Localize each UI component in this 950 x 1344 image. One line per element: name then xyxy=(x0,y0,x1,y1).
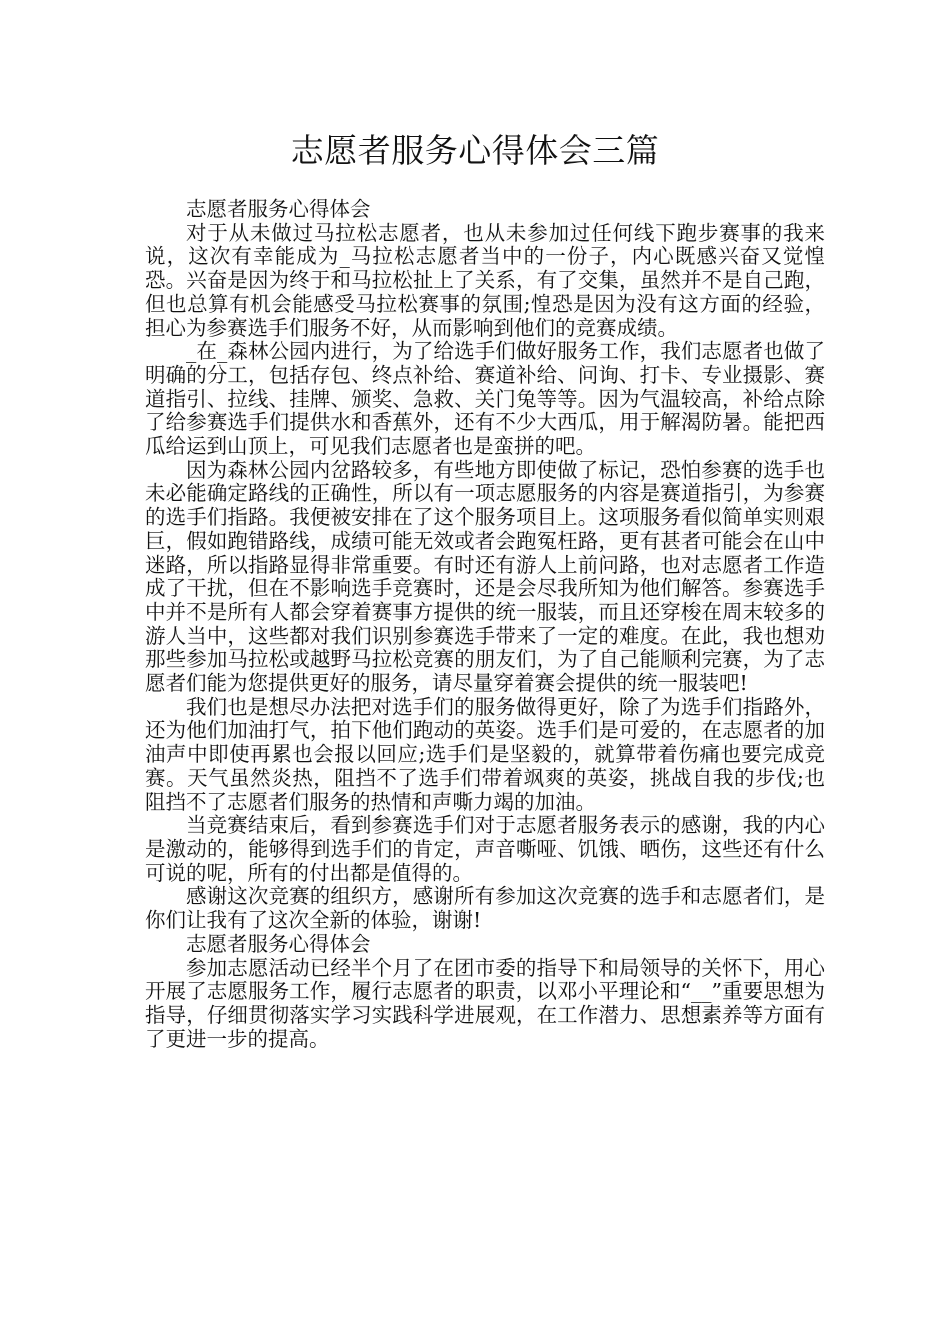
body-paragraph: 当竞赛结束后，看到参赛选手们对于志愿者服务表示的感谢，我的内心是激动的，能够得到选手们的肯定，声音嘶哑、饥饿、晒伤，这些还有什么可说的呢，所有的付出都是值得的。 xyxy=(145,813,825,885)
body-paragraph: 感谢这次竞赛的组织方，感谢所有参加这次竞赛的选手和志愿者们，是你们让我有了这次全新的体验，谢谢! xyxy=(145,884,825,933)
document-body xyxy=(145,198,825,1051)
body-paragraph: _在_森林公园内进行，为了给选手们做好服务工作，我们志愿者也做了明确的分工，包括存包、终点补给、赛道补给、问询、打卡、专业摄影、赛道指引、拉线、挂牌、颁奖、急救、关门兔等等。因为气温较高，补给点除了给参赛选手们提供水和香蕉外，还有不少大西瓜，用于解渴防暑。能把西瓜给运到山顶上，可见我们志愿者也是蛮拼的吧。 xyxy=(145,339,825,459)
document-title: 志愿者服务心得体会三篇 xyxy=(290,131,660,170)
body-paragraph: 参加志愿活动已经半个月了在团市委的指导下和局领导的关怀下，用心开展了志愿服务工作，履行志愿者的职责，以邓小平理论和“__”重要思想为指导，仔细贯彻落实学习实践科学进展观，在工作潜力、思想素养等方面有了更进一步的提高。 xyxy=(145,955,825,1051)
body-paragraph: 对于从未做过马拉松志愿者，也从未参加过任何线下跑步赛事的我来说，这次有幸能成为_马拉松志愿者当中的一份子，内心既感兴奋又觉惶恐。兴奋是因为终于和马拉松扯上了关系，有了交集，虽然并不是自己跑，但也总算有机会能感受马拉松赛事的氛围;惶恐是因为没有这方面的经验，担心为参赛选手们服务不好，从而影响到他们的竞赛成绩。 xyxy=(145,220,825,340)
section-heading: 志愿者服务心得体会 xyxy=(186,931,371,956)
section-heading: 志愿者服务心得体会 xyxy=(186,197,371,221)
body-paragraph: 我们也是想尽办法把对选手们的服务做得更好，除了为选手们指路外，还为他们加油打气，拍下他们跑动的英姿。选手们是可爱的，在志愿者的加油声中即使再累也会报以回应;选手们是坚毅的，就算带着伤痛也要完成竞赛。天气虽然炎热，阻挡不了选手们带着飒爽的英姿，挑战自我的步伐;也阻挡不了志愿者们服务的热情和声嘶力竭的加油。 xyxy=(145,694,825,814)
body-paragraph: 因为森林公园内岔路较多，有些地方即使做了标记，恐怕参赛的选手也未必能确定路线的正确性，所以有一项志愿服务的内容是赛道指引，为参赛的选手们指路。我便被安排在了这个服务项目上。这项服务看似简单实则艰巨，假如跑错路线，成绩可能无效或者会跑冤枉路，更有甚者可能会在山中迷路，所以指路显得非常重要。有时还有游人上前问路，也对志愿者工作造成了干扰，但在不影响选手竞赛时，还是会尽我所知为他们解答。参赛选手中并不是所有人都会穿着赛事方提供的统一服装，而且还穿梭在周末较多的游人当中，这些都对我们识别参赛选手带来了一定的难度。在此，我也想劝那些参加马拉松或越野马拉松竞赛的朋友们，为了自己能顺利完赛，为了志愿者们能为您提供更好的服务，请尽量穿着赛会提供的统一服装吧! xyxy=(145,457,825,696)
